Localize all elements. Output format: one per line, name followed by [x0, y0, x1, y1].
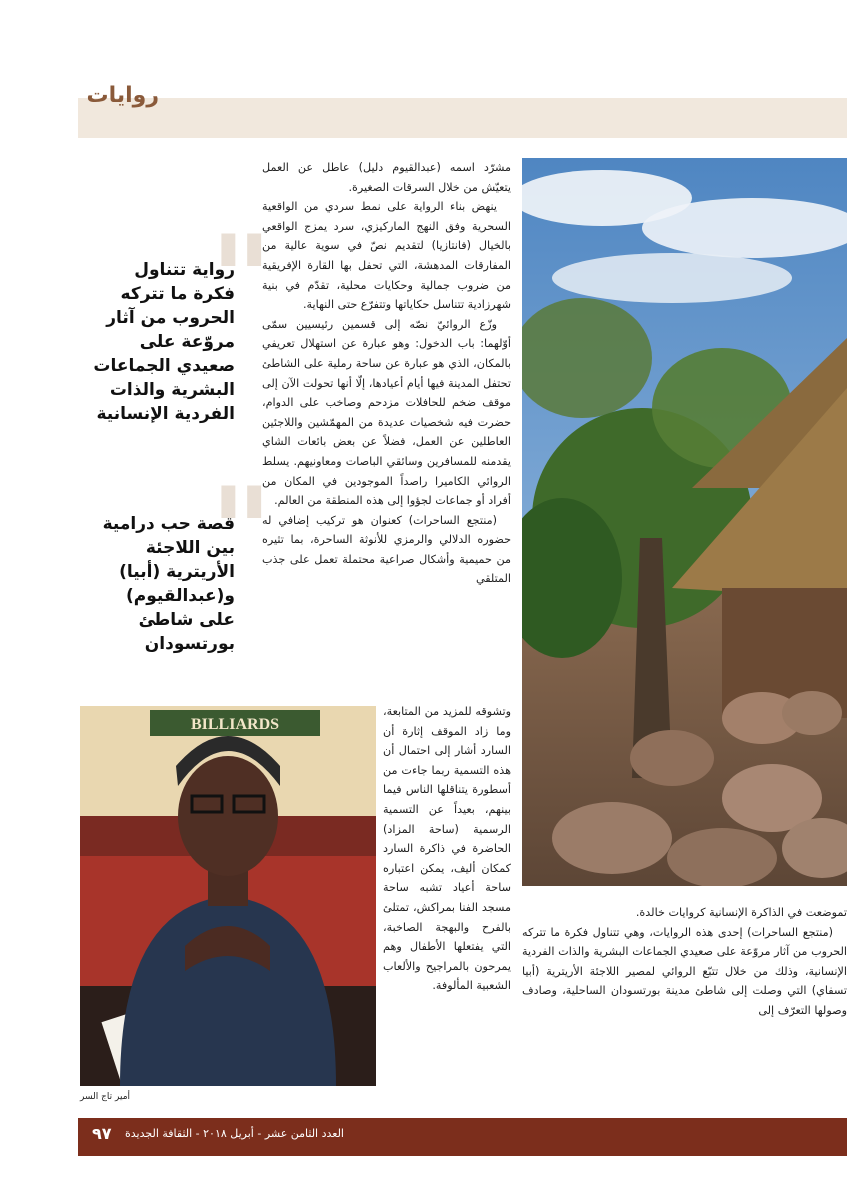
paragraph: ينهض بناء الرواية على نمط سردي من الواقعية السحرية وفق النهج الماركيزي، سرد يمزج الواقعي بالخيال (فانتازيا) لتقديم نصّ في سوية عالية من المفارقات المدهشة، التي تحفل بها القارة الإفريقية من ضروب جمالية وحكايات محلية، تقدّم في بنية شهرزادية تتناسل حكاياتها وتتفرّع حتى النهاية.: [262, 200, 511, 312]
footer-issue: العدد الثامن عشر - أبريل ٢٠١٨ - الثقافة الجديدة: [125, 1127, 344, 1140]
page-number: ٩٧: [92, 1124, 112, 1143]
quote-mark-icon: ": [210, 209, 273, 350]
body-column-middle: [262, 158, 511, 589]
pull-quote-2: قصة حب درامية بين اللاجئة الأريترية (أبيا) و(عبدالقيوم) على شاطئ بورتسودان: [102, 514, 235, 654]
paragraph: (منتجع الساحرات) إحدى هذه الروايات، وهي تتناول فكرة ما تتركه الحروب من آثار مروّعة على صعيدي الجماعات البشرية والذات الفردية الإنسانية، وذلك من خلال تتبّع الروائي لمصير اللاجئة الأريترية (أبيا تسفاي) التي وصلت إلى شاطئ مدينة بورتسودان الساحلية، وصادف وصولها التعرّف إلى: [522, 925, 847, 1017]
paragraph: وتشوقه للمزيد من المتابعة، وما زاد الموقف إثارة أن السارد أشار إلى احتمال أن هذه التسمية ربما جاءت من أسطورة يتناقلها الناس فيما بينهم، بعيداً عن التسمية الرسمية (ساحة المزاد) الحاضرة في ذاكرة السارد كمكان أليف، يمكن اعتباره ساحة أعياد تشبه ساحة مسجد الفنا بمراكش، تمتلئ بالفرح والبهجة الصاخبة، التي يفتعلها الأطفال وهم يمرحون بالمراجيح والألعاب الشعبية المألوفة.: [383, 705, 511, 993]
paragraph: وزّع الروائيّ نصّه إلى قسمين رئيسيين سمّى أوّلهما: باب الدخول: وهو عبارة عن استهلال تعريفي بالمكان، الذي هو عبارة عن ساحة رملية على الشاطئ تحتفل المدينة فيها أيام أعيادها، إلّا أنها تحولت الآن إلى موقف ضخم للحافلات مزدحم وصاخب على الدوام، حضرت فيه شخصيات عديدة من المهمّشين واللاجئين العاطلين عن العمل، فضلاً عن بعض بائعات الشاي يقدمنه للمسافرين وسائقي الباصات ومعاونيهم. يسلط الروائي الكاميرا راصداً الموجودين في المكان من أفراد أو جماعات لجؤوا إلى هذه المنطقة من العالم.: [262, 317, 511, 508]
billiards-sign: BILLIARDS: [190, 716, 280, 733]
quote-mark-icon: ": [210, 461, 273, 602]
header-band: [78, 98, 847, 138]
photo-caption: أمير تاج السر: [80, 1092, 131, 1102]
paragraph: مشرّد اسمه (عبدالقيوم دليل) عاطل عن العمل يتعيّش من خلال السرقات الصغيرة.: [262, 161, 511, 194]
village-hut-photo: [522, 158, 847, 886]
pull-quote-1: رواية تتناول فكرة ما تتركه الحروب من آثار مروّعة على صعيدي الجماعات البشرية والذات الفردية الإنسانية: [93, 260, 235, 424]
body-column-right: [522, 903, 847, 1021]
section-title: روايات: [86, 83, 159, 108]
author-portrait-photo: [80, 706, 376, 1086]
body-column-middle-narrow: [383, 702, 511, 996]
paragraph: تموضعت في الذاكرة الإنسانية كروايات خالدة.: [635, 906, 847, 919]
paragraph: (منتجع الساحرات) كعنوان هو تركيب إضافي له حضوره الدلالي والرمزي للأنوثة الساحرة، بما تثيره من حميمية وأشكال صراعية محتملة تعمل على جذب المتلقي: [262, 513, 511, 586]
